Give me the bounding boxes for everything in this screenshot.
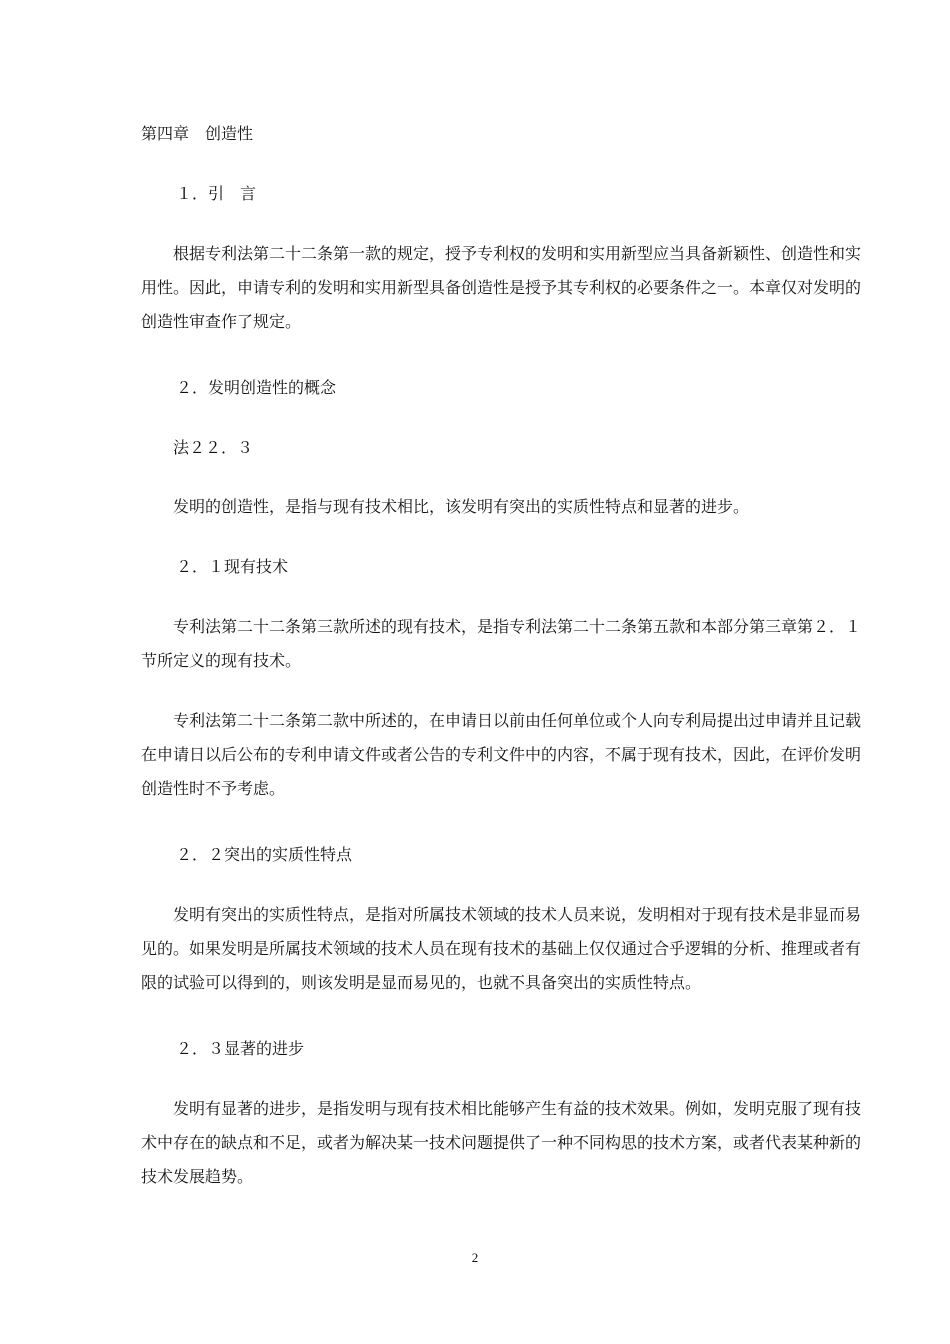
chapter-title: 第四章 创造性 [141,124,254,143]
paragraph-intro: 根据专利法第二十二条第一款的规定，授予专利权的发明和实用新型应当具备新颖性、创造性和实用性。因此，申请专利的发明和实用新型具备创造性是授予其专利权的必要条件之一。本章仅对发明的创造性审查作了规定。 [141,244,862,331]
section-heading-substantive-features: ２．２突出的实质性特点 [176,845,353,864]
section-heading-introduction: １．引 言 [176,184,257,203]
paragraph-notable-progress: 发明有显著的进步，是指发明与现有技术相比能够产生有益的技术效果。例如，发明克服了现有技术中存在的缺点和不足，或者为解决某一技术问题提供了一种不同构思的技术方案，或者代表某种新的技术发展趋势。 [141,1099,862,1186]
paragraph-law-reference: 法２２．３ [173,438,254,457]
paragraph-prior-art-2: 专利法第二十二条第二款中所述的，在申请日以前由任何单位或个人向专利局提出过申请并且记载在申请日以后公布的专利申请文件或者公告的专利文件中的内容，不属于现有技术，因此，在评价发明创造性时不予考虑。 [141,711,862,798]
paragraph-prior-art-1: 专利法第二十二条第三款所述的现有技术，是指专利法第二十二条第五款和本部分第三章第２．１节所定义的现有技术。 [141,617,862,670]
paragraph-definition: 发明的创造性，是指与现有技术相比，该发明有突出的实质性特点和显著的进步。 [173,497,750,516]
section-heading-notable-progress: ２．３显著的进步 [176,1039,305,1058]
section-heading-concept: ２．发明创造性的概念 [176,378,337,397]
page-number: 2 [471,1250,479,1265]
paragraph-substantive-features: 发明有突出的实质性特点，是指对所属技术领域的技术人员来说，发明相对于现有技术是非显而易见的。如果发明是所属技术领域的技术人员在现有技术的基础上仅仅通过合乎逻辑的分析、推理或者有限的试验可以得到的，则该发明是显而易见的，也就不具备突出的实质性特点。 [141,905,862,992]
section-heading-prior-art: ２．１现有技术 [176,557,289,576]
